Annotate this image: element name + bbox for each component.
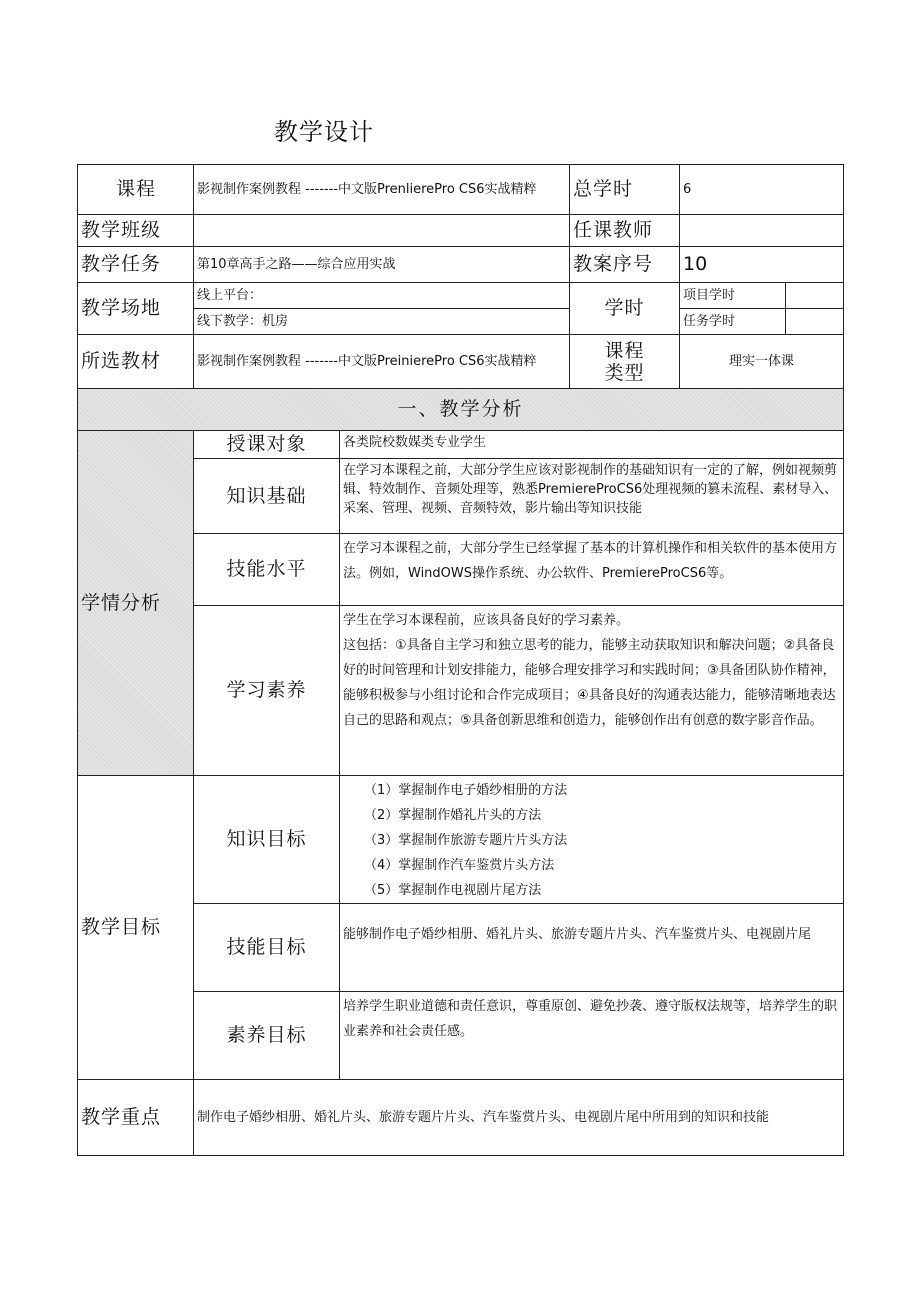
- task-hours-value: [786, 309, 844, 335]
- learning-literacy-label: 学习素养: [194, 606, 340, 776]
- document-title: 教学设计: [274, 118, 374, 146]
- skill-level-label: 技能水平: [194, 534, 340, 606]
- knowledge-goals-label: 知识目标: [194, 776, 340, 904]
- teaching-goals-label: 教学目标: [78, 776, 194, 1080]
- row-task: [78, 247, 844, 283]
- literacy-goals-value: 培养学生职业道德和责任意识，尊重原创、避免抄袭、遵守版权法规等，培养学生的职业素养和社会责任感。: [340, 992, 844, 1080]
- learner-analysis-label: 学情分析: [78, 431, 194, 776]
- class-value: [194, 215, 570, 247]
- venue-offline: 线下教学：机房: [194, 309, 570, 335]
- skill-goals-value: 能够制作电子婚纱相册、婚礼片头、旅游专题片片头、汽车鉴赏片头、电视剧片尾: [340, 904, 844, 992]
- audience-value: 各类院校数媒类专业学生: [340, 431, 844, 459]
- hours-label: 学时: [570, 283, 680, 335]
- course-type-label: [570, 335, 680, 389]
- course-label: 课程: [78, 165, 194, 215]
- teacher-label: 任课教师: [570, 215, 680, 247]
- row-knowledge-goals: [78, 776, 844, 904]
- row-section-analysis: [78, 389, 844, 431]
- course-type-value: 理实一体课: [680, 335, 844, 389]
- section-title-analysis: 一、教学分析: [78, 389, 844, 431]
- course-type-label-line1: 课程: [604, 339, 645, 362]
- total-hours-label: 总学时: [570, 165, 680, 215]
- learning-literacy-line2: 这包括：①具备自主学习和独立思考的能力，能够主动获取知识和解决问题；②具备良好的时间管理和计划安排能力，能够合理安排学习和实践时间；③具备团队协作精神，能够积极参与小组讨论和合作完成项目；④具备良好的沟通表达能力，能够清晰地表达自己的思路和观点；⑤具备创新思维和创造力，能够创作出有创意的数字影音作品。: [343, 638, 836, 728]
- learning-literacy-value: [340, 606, 844, 776]
- project-hours-value: [786, 283, 844, 309]
- task-value: 第10章高手之路——综合应用实战: [194, 247, 570, 283]
- knowledge-goal-item: （4）掌握制作汽车鉴赏片头方法: [364, 858, 555, 873]
- row-course: [78, 165, 844, 215]
- course-type-label-line2: 类型: [604, 361, 645, 384]
- lesson-plan-table: [77, 164, 844, 1156]
- course-value: 影视制作案例教程 -------中文版PrenlierePro CS6实战精粹: [194, 165, 570, 215]
- learning-literacy-line1: 学生在学习本课程前，应该具备良好的学习素养。: [343, 613, 630, 628]
- knowledge-base-label: 知识基础: [194, 459, 340, 534]
- skill-level-value: 在学习本课程之前，大部分学生已经掌握了基本的计算机操作和相关软件的基本使用方法。例如，WindOWS操作系统、办公软件、PremiereProCS6等。: [340, 534, 844, 606]
- row-key-points: [78, 1080, 844, 1156]
- plan-no-value: 10: [680, 247, 844, 283]
- total-hours-value: 6: [680, 165, 844, 215]
- key-points-value: 制作电子婚纱相册、婚礼片头、旅游专题片片头、汽车鉴赏片头、电视剧片尾中所用到的知识和技能: [194, 1080, 844, 1156]
- plan-no-label: 教案序号: [570, 247, 680, 283]
- class-label: 教学班级: [78, 215, 194, 247]
- venue-online: 线上平台：: [194, 283, 570, 309]
- row-venue-online: [78, 283, 844, 309]
- knowledge-goals-list: [340, 776, 844, 904]
- teacher-value: [680, 215, 844, 247]
- knowledge-goal-item: （5）掌握制作电视剧片尾方法: [364, 883, 542, 898]
- textbook-label: 所选教材: [78, 335, 194, 389]
- row-class: [78, 215, 844, 247]
- task-hours-label: 任务学时: [680, 309, 786, 335]
- venue-label: 教学场地: [78, 283, 194, 335]
- literacy-goals-label: 素养目标: [194, 992, 340, 1080]
- knowledge-base-value: 在学习本课程之前，大部分学生应该对影视制作的基础知识有一定的了解，例如视频剪辑、特效制作、音频处理等，熟悉PremiereProCS6处理视频的篡未流程、素材导入、采案、管理、视频、音频特效，影片输出等知识技能: [340, 459, 844, 534]
- skill-goals-label: 技能目标: [194, 904, 340, 992]
- row-textbook: [78, 335, 844, 389]
- knowledge-goal-item: （2）掌握制作婚礼片头的方法: [364, 808, 542, 823]
- knowledge-goal-item: （1）掌握制作电子婚纱相册的方法: [364, 783, 568, 798]
- audience-label: 授课对象: [194, 431, 340, 459]
- textbook-value: 影视制作案例教程 -------中文版PreinierePro CS6实战精粹: [194, 335, 570, 389]
- key-points-label: 教学重点: [78, 1080, 194, 1156]
- knowledge-goal-item: （3）掌握制作旅游专题片片头方法: [364, 833, 568, 848]
- task-label: 教学任务: [78, 247, 194, 283]
- project-hours-label: 项目学时: [680, 283, 786, 309]
- row-audience: [78, 431, 844, 459]
